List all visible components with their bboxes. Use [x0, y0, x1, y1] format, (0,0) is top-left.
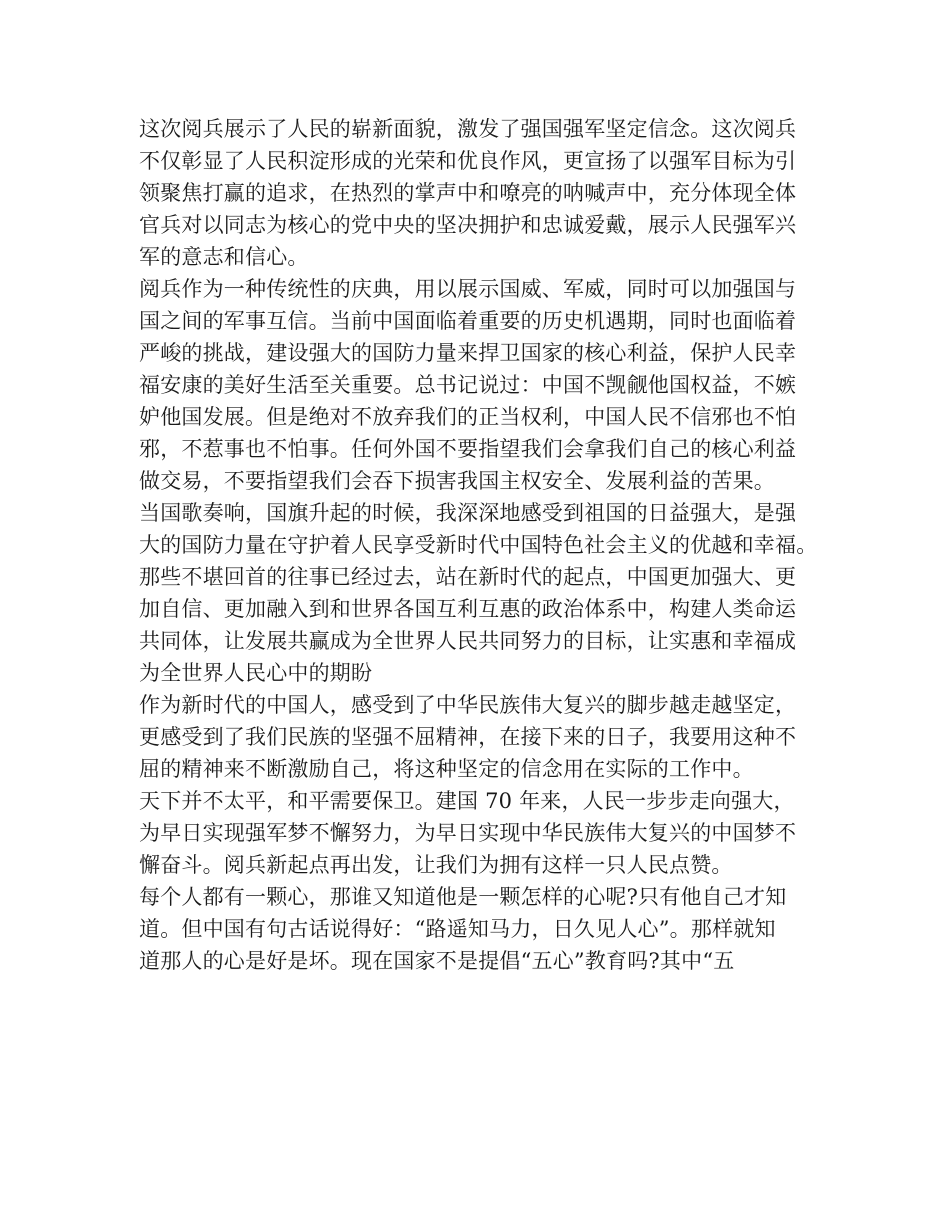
text-line: 这次阅兵展示了人民的崭新面貌，激发了强国强军坚定信念。这次阅兵 — [139, 117, 797, 141]
text-line: 国之间的军事互信。当前中国面临着重要的历史机遇期，同时也面临着 — [139, 309, 797, 333]
text-line: 军的意志和信心。 — [139, 245, 309, 269]
text-line: 不仅彰显了人民积淀形成的光荣和优良作风，更宣扬了以强军目标为引 — [139, 149, 797, 173]
text-line: 作为新时代的中国人，感受到了中华民族伟大复兴的脚步越走越坚定， — [139, 693, 797, 717]
text-line: 妒他国发展。但是绝对不放弃我们的正当权利，中国人民不信邪也不怕 — [139, 405, 797, 429]
text-line: 为早日实现强军梦不懈努力，为早日实现中华民族伟大复兴的中国梦不 — [139, 821, 797, 845]
text-line: 加自信、更加融入到和世界各国互利互惠的政治体系中，构建人类命运 — [139, 597, 797, 621]
text-line: 更感受到了我们民族的坚强不屈精神，在接下来的日子，我要用这种不 — [139, 725, 797, 749]
text-line: 屈的精神来不断激励自己，将这种坚定的信念用在实际的工作中。 — [139, 757, 754, 781]
text-line: 邪，不惹事也不怕事。任何外国不要指望我们会拿我们自己的核心利益 — [139, 437, 797, 461]
text-line: 共同体，让发展共赢成为全世界人民共同努力的目标，让实惠和幸福成 — [139, 629, 797, 653]
text-line: 懈奋斗。阅兵新起点再出发，让我们为拥有这样一只人民点赞。 — [139, 853, 733, 877]
text-line: 做交易，不要指望我们会吞下损害我国主权安全、发展利益的苦果。 — [139, 469, 775, 493]
text-line: 领聚焦打赢的追求，在热烈的掌声中和嘹亮的呐喊声中，充分体现全体 — [139, 181, 797, 205]
text-line: 严峻的挑战，建设强大的国防力量来捍卫国家的核心利益，保护人民幸 — [139, 341, 797, 365]
text-line: 福安康的美好生活至关重要。总书记说过：中国不觊觎他国权益，不嫉 — [139, 373, 797, 397]
text-line: 道那人的心是好是坏。现在国家不是提倡“五心”教育吗?其中“五 — [139, 949, 735, 973]
text-line: 道。但中国有句古话说得好：“路遥知马力，日久见人心”。那样就知 — [139, 917, 776, 941]
text-line: 每个人都有一颗心，那谁又知道他是一颗怎样的心呢?只有他自己才知 — [139, 885, 787, 909]
text-line: 当国歌奏响，国旗升起的时候，我深深地感受到祖国的日益强大，是强 — [139, 501, 797, 525]
text-line: 官兵对以同志为核心的党中央的坚决拥护和忠诚爱戴，展示人民强军兴 — [139, 213, 797, 237]
text-line: 大的国防力量在守护着人民享受新时代中国特色社会主义的优越和幸福。 — [139, 533, 818, 557]
document-body — [139, 113, 819, 977]
text-line: 那些不堪回首的往事已经过去，站在新时代的起点，中国更加强大、更 — [139, 565, 797, 589]
text-line: 天下并不太平，和平需要保卫。建国 70 年来，人民一步步走向强大， — [139, 789, 795, 813]
text-line: 为全世界人民心中的期盼 — [139, 661, 373, 685]
text-line: 阅兵作为一种传统性的庆典，用以展示国威、军威，同时可以加强国与 — [139, 277, 797, 301]
